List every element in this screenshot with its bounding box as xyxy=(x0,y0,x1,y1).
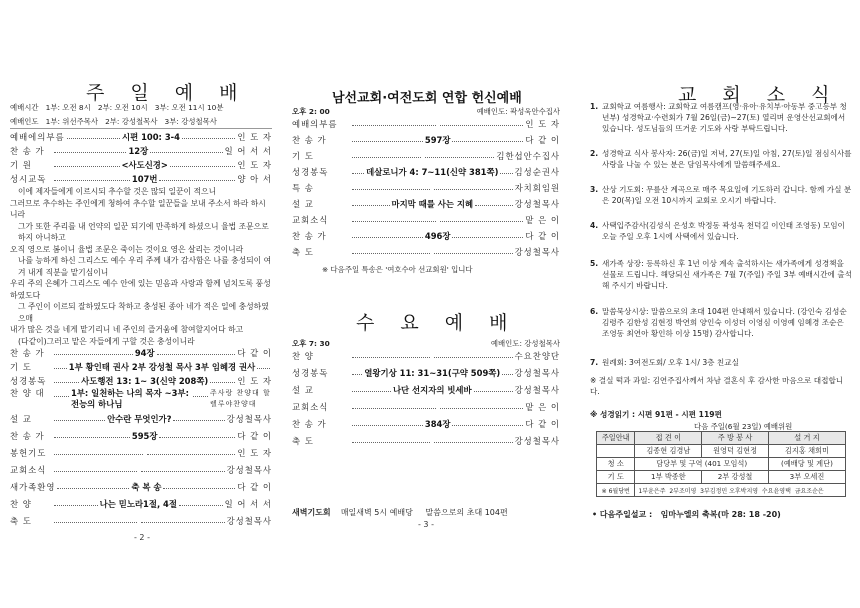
worship-staff-table xyxy=(596,431,846,497)
order-row: 특 송 자치회임원 xyxy=(292,183,560,193)
table-row: 청 소 담당부 및 구역 (401 모임석) (예배당 및 계단) xyxy=(597,458,846,471)
table-row: 주일안내 접 견 이 주 방 봉 사 설 거 지 xyxy=(597,432,846,445)
order-row: 찬 양 나는 믿노라1절, 4절 일 어 서 서 xyxy=(10,499,272,509)
page-number: - 3 - xyxy=(418,520,434,529)
thanks-note: ※ 결실 떡과 과일: 김연주집사께서 차남 결혼식 후 감사한 마음으로 대접합니다. xyxy=(590,376,844,396)
order-row: 성경봉독 사도행전 13: 1~ 3(신약 208쪽) 인 도 자 xyxy=(10,376,272,386)
order-row: 기 도 1부 황인태 권사 2부 강성철 목사 3부 임혜경 권사 xyxy=(10,360,272,374)
table-row: 김종현 김경남 원영덕 김현정 김지홍 채희미 xyxy=(597,445,846,458)
order-row: 축 도 강성철목사 xyxy=(292,247,560,257)
order-row: 기 원 <사도신경> 인 도 자 xyxy=(10,160,272,170)
order-row: 축 도 강성철목사 xyxy=(292,436,560,446)
order-row: 설 교 나단 선지자의 빗세바 강성철목사 xyxy=(292,385,560,395)
page-number: - 2 - xyxy=(134,533,150,542)
service-time: 오후 2: 00 xyxy=(292,107,330,116)
order-row: 성경봉독 데살로니가 4: 7~11(신약 381쪽) 김성순권사 xyxy=(292,167,560,177)
news-item: 2. 성경학교 식사 봉사자: 26(금)일 저녁, 27(토)일 아침, 27(토)일 점심식사를 사랑을 나눌 수 있는 분은 담임목사에게 말씀해주세요. xyxy=(590,149,852,169)
order-row: 설 교 안수란 무엇인가? 강성철목사 xyxy=(10,414,272,424)
order-row: 교회소식 강성철목사 xyxy=(10,465,272,475)
news-item: 4. 사택입주감사(김성식 은성호 박정동 곽성욱 천덕길 이인태 조영동) 모임이 오늘 주일 오후 1시에 사택에서 있습니다. xyxy=(590,221,845,241)
news-title: 교 회 소 식 xyxy=(678,84,840,106)
wednesday-time: 오후 7: 30 xyxy=(292,339,330,348)
order-row: 찬 송 가 496장 다 같 이 xyxy=(292,231,560,241)
order-row: 찬 송 가 94장 다 같 이 xyxy=(10,348,272,358)
order-row: 성시교독 107번 양 아 서 xyxy=(10,174,272,184)
order-row: 봉헌기도 인 도 자 xyxy=(10,448,272,458)
bible-reading: ※ 성경읽기 : 시편 91편 - 시편 119편 xyxy=(590,410,722,419)
order-row: 설 교 마지막 때를 사는 지혜 강성철목사 xyxy=(292,199,560,209)
special-song-note: ※ 다음주일 특송은 '여호수아 선교회원' 입니다 xyxy=(322,265,473,274)
order-row: 성경봉독 열왕기상 11: 31~31(구약 509쪽) 강성철목사 xyxy=(292,368,560,378)
table-row: ※ 6월당번 1부윤은주 2부조미영 3부김정민 오후박지영 수요윤영택 금요조순은 xyxy=(597,484,846,497)
wednesday-leader: 예배인도: 강성철목사 xyxy=(490,339,560,348)
order-row: 찬 송 가 12장 일 어 서 서 xyxy=(10,146,272,156)
joint-service-title: 남선교회·여전도회 연합 헌신예배 xyxy=(332,91,522,106)
service-leader: 예배인도: 곽성욱안수집사 xyxy=(476,107,560,116)
worship-leaders: 예배인도 1부: 위선주목사 2부: 강성철목사 3부: 강성철목사 xyxy=(10,117,217,126)
order-row: 찬 송 가 595장 다 같 이 xyxy=(10,431,272,441)
worship-times: 예배시간 1부: 오전 8시 2부: 오전 10시 3부: 오전 11시 10분 xyxy=(10,103,224,112)
church-news-column xyxy=(590,0,852,608)
wednesday-title: 수 요 예 배 xyxy=(356,312,518,334)
dawn-prayer: 새벽기도회 매일새벽 5시 예배당 말씀으로의 초대 104편 xyxy=(292,508,508,517)
order-row: 기 도 김한섭안수집사 xyxy=(292,151,560,161)
order-row: 교회소식 맡 은 이 xyxy=(292,215,560,225)
table-caption: 다음 주일(6월 23일) 예배위원 xyxy=(694,422,793,431)
responsive-reading: 이에 제자들에게 이르시되 추수할 것은 많되 일꾼이 적으니 그러므로 추수하는 주인에게 청하여 추수할 일꾼들을 보내 주소서 하라 하시니라 그가 또한 주리를 내 언약의 일꾼 되기에 만족하게 하셨으니 율법 조문으로 하지 아니하고 오직 영으로 봄이니 율법 조문은 죽이는 것이요 영은 살리는 것이니라 나를 능하게 하신 그리스도 예수 우리 주께 내가 감사함은 나를 충성되이 여겨 내게 직분을 맡기심이니 우리 주의 은혜가 그리스도 예수 안에 있는 믿음과 사랑과 함께 넘치도록 풍성하였도다 그 주인이 이르되 잘하였도다 착하고 충성된 종아 네가 적은 일에 충성하였으매 내가 많은 것을 네게 맡기리니 네 주인의 즐거움에 참여할지어다 하고 (다같이)그러고 맡은 자들에게 구할 것은 충성이니라 xyxy=(10,187,272,346)
news-item: 7. 원례회: 3여전도회/ 오후 1시/ 3층 친교실 xyxy=(590,358,739,367)
next-sermon: • 다음주일설교 : 임마누엘의 축복(마 28: 18 -20) xyxy=(592,510,781,519)
news-item: 6. 말씀묵상시상: 말씀으로의 초대 104편 안내해서 있습니다. (강인숙 김성순 김령주 김한성 김현정 박연희 양인숙 이성더 이영심 이영예 임혜경 조순은 조영동 최연아 황인하 이상 15명) 감사합니다. xyxy=(590,307,847,338)
order-row: 새가족환영 축 복 송 다 같 이 xyxy=(10,482,272,492)
order-row: 축 도 강성철목사 xyxy=(10,516,272,526)
news-item: 5. 새가족 상장: 등록하신 후 1년 이상 계속 출석하시는 새가족에게 성경책을 선물로 드립니다. 해당되신 새가족은 7월 7(주일) 주일 3부 예배시간에 출석해 주시기 바랍니다. xyxy=(590,259,852,290)
order-row: 교회소식 맡 은 이 xyxy=(292,402,560,412)
order-row: 찬 송 가 384장 다 같 이 xyxy=(292,419,560,429)
order-row: 찬 양 수요찬양단 xyxy=(292,351,560,361)
sunday-worship-column xyxy=(10,0,272,608)
order-row: 찬 송 가 597장 다 같 이 xyxy=(292,135,560,145)
evening-worship-column xyxy=(292,0,560,608)
page-title: 주 일 예 배 xyxy=(86,82,248,104)
news-item: 1. 교회학교 여름행사: 교회학교 여름캠프(영·유아·유치부·아동부 중고등부 청년부) 성경학교·수련회가 7월 26일(금)~27(토) 열리며 운영산선교회에서 있습니다. 성도님들의 뜨거운 기도와 사랑 부탁드립니다. xyxy=(590,102,847,133)
table-row: 기 도 1부 박종한 2부 강성철 3부 오세진 xyxy=(597,471,846,484)
divider xyxy=(10,128,272,129)
order-row: 예배의부름 인 도 자 xyxy=(292,119,560,129)
news-item: 3. 산상 기도회: 무릎산 계곡으로 매주 목요일에 기도하러 갑니다. 함께 가실 분은 20(목)일 오전 10시까지 교회로 오시기 바랍니다. xyxy=(590,185,852,205)
order-row: 예배에의부름 시편 100: 3-4 인 도 자 xyxy=(10,132,272,142)
order-row: 찬 양 대 1부: 일천하는 나의 목자 ~3부: 전능의 하나님 주사랑 찬양대 할렐루야찬양대 xyxy=(10,388,271,409)
